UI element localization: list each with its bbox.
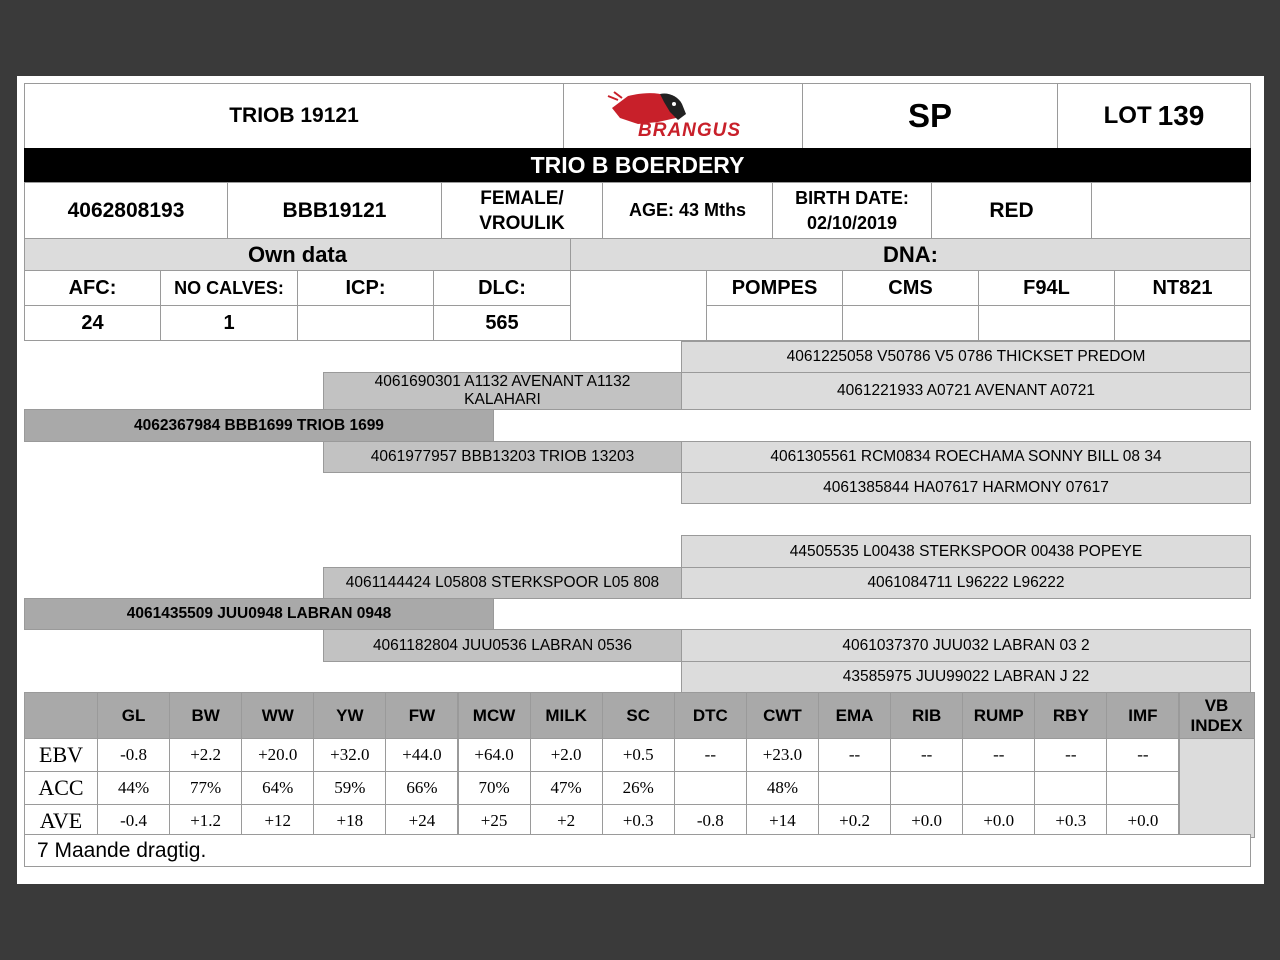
ebv-cell-ave-sc: +0.3 xyxy=(602,804,675,838)
ebv-cell-ebv-sc: +0.5 xyxy=(602,738,675,772)
ebv-cell-ebv-gl: -0.8 xyxy=(97,738,170,772)
sex-line1: FEMALE/ xyxy=(480,187,564,209)
ebv-cell-acc-rib xyxy=(890,771,963,805)
ebv-cell-acc-dtc xyxy=(674,771,747,805)
ebv-corner xyxy=(24,692,98,739)
animal-name: TRIOB 19121 xyxy=(24,83,564,149)
comment: 7 Maande dragtig. xyxy=(24,834,1251,867)
ebv-cell-acc-cwt: 48% xyxy=(746,771,819,805)
ebv-cell-ebv-ema: -- xyxy=(818,738,891,772)
ebv-cell-ebv-mcw: +64.0 xyxy=(458,738,531,772)
pedigree-dam-sire-sire: 44505535 L00438 STERKSPOOR 00438 POPEYE xyxy=(681,535,1251,568)
own-data-title: Own data xyxy=(24,238,571,271)
pedigree-sire-sire-dam: 4061221933 A0721 AVENANT A0721 xyxy=(681,372,1251,410)
ebv-header-yw: YW xyxy=(313,692,386,739)
logo-text: BRANGUS xyxy=(638,120,742,141)
pedigree-dam: 4061435509 JUU0948 LABRAN 0948 xyxy=(24,598,494,630)
id-extra xyxy=(1091,182,1251,239)
ebv-cell-ebv-milk: +2.0 xyxy=(530,738,603,772)
ebv-cell-ave-ww: +12 xyxy=(241,804,314,838)
ebv-cell-ebv-imf: -- xyxy=(1106,738,1179,772)
ebv-cell-acc-ema xyxy=(818,771,891,805)
ebv-cell-ebv-dtc: -- xyxy=(674,738,747,772)
own-value-dlc: 565 xyxy=(433,305,571,341)
ebv-header-imf: IMF xyxy=(1106,692,1179,739)
vb-line2: INDEX xyxy=(1190,715,1243,735)
sex xyxy=(441,182,603,239)
dna-header-pompes: POMPES xyxy=(706,270,843,306)
dna-title: DNA: xyxy=(570,238,1251,271)
colour: RED xyxy=(931,182,1092,239)
grade: SP xyxy=(802,83,1058,149)
ebv-header-rib: RIB xyxy=(890,692,963,739)
ebv-header-bw: BW xyxy=(169,692,242,739)
pedigree-dam-dam-dam: 43585975 JUU99022 LABRAN J 22 xyxy=(681,661,1251,693)
ebv-cell-acc-sc: 26% xyxy=(602,771,675,805)
ebv-cell-acc-mcw: 70% xyxy=(458,771,531,805)
birth-date xyxy=(772,182,932,239)
ebv-cell-acc-bw: 77% xyxy=(169,771,242,805)
dna-header-cms: CMS xyxy=(842,270,979,306)
ebv-cell-ebv-cwt: +23.0 xyxy=(746,738,819,772)
pedigree-sire-dam: 4061977957 BBB13203 TRIOB 13203 xyxy=(323,441,682,473)
brangus-logo xyxy=(563,83,803,149)
lot-label: LOT xyxy=(1103,102,1152,129)
dna-value-nt821 xyxy=(1114,305,1251,341)
ebv-cell-ave-rump: +0.0 xyxy=(962,804,1035,838)
ebv-cell-ebv-fw: +44.0 xyxy=(385,738,458,772)
ebv-table xyxy=(24,692,1251,835)
ebv-cell-ave-rby: +0.3 xyxy=(1034,804,1107,838)
own-value-no-calves: 1 xyxy=(160,305,298,341)
pedigree-dam-dam: 4061182804 JUU0536 LABRAN 0536 xyxy=(323,629,682,662)
breeder-bar: TRIO B BOERDERY xyxy=(24,148,1251,183)
pedigree-sire-sire: 4061690301 A1132 AVENANT A1132 KALAHARI xyxy=(323,372,682,410)
lot-box xyxy=(1057,83,1251,149)
own-header-dlc: DLC: xyxy=(433,270,571,306)
ebv-cell-acc-rump xyxy=(962,771,1035,805)
dna-value-pompes xyxy=(706,305,843,341)
ebv-cell-ave-ema: +0.2 xyxy=(818,804,891,838)
ebv-cell-ebv-bw: +2.2 xyxy=(169,738,242,772)
ebv-header-rump: RUMP xyxy=(962,692,1035,739)
age: AGE: 43 Mths xyxy=(602,182,773,239)
ebv-cell-ave-bw: +1.2 xyxy=(169,804,242,838)
pedigree-sire-dam-sire: 4061305561 RCM0834 ROECHAMA SONNY BILL 08 34 xyxy=(681,441,1251,473)
ebv-cell-ave-mcw: +25 xyxy=(458,804,531,838)
own-value-icp xyxy=(297,305,434,341)
birth-date-value: 02/10/2019 xyxy=(806,212,898,233)
pedigree-sire: 4062367984 BBB1699 TRIOB 1699 xyxy=(24,409,494,442)
own-header-no-calves: NO CALVES: xyxy=(160,270,298,306)
ebv-cell-ebv-rib: -- xyxy=(890,738,963,772)
own-value-afc: 24 xyxy=(24,305,161,341)
dna-header-f94l: F94L xyxy=(978,270,1115,306)
ebv-header-dtc: DTC xyxy=(674,692,747,739)
ebv-row-label-ave: AVE xyxy=(24,804,98,838)
own-header-icp: ICP: xyxy=(297,270,434,306)
dna-value-f94l xyxy=(978,305,1115,341)
ebv-row-label-ebv: EBV xyxy=(24,738,98,772)
ebv-cell-ave-gl: -0.4 xyxy=(97,804,170,838)
ebv-vb-index-value xyxy=(1179,738,1255,838)
ebv-cell-ebv-ww: +20.0 xyxy=(241,738,314,772)
ebv-header-sc: SC xyxy=(602,692,675,739)
vb-line1: VB xyxy=(1204,695,1229,715)
ebv-cell-ebv-yw: +32.0 xyxy=(313,738,386,772)
ebv-row-label-acc: ACC xyxy=(24,771,98,805)
ebv-header-fw: FW xyxy=(385,692,458,739)
ebv-cell-ave-yw: +18 xyxy=(313,804,386,838)
ebv-header-cwt: CWT xyxy=(746,692,819,739)
ebv-cell-ave-cwt: +14 xyxy=(746,804,819,838)
reg-number: 4062808193 xyxy=(24,182,228,239)
dna-blank xyxy=(570,270,707,341)
ebv-cell-acc-gl: 44% xyxy=(97,771,170,805)
own-header-afc: AFC: xyxy=(24,270,161,306)
ebv-header-milk: MILK xyxy=(530,692,603,739)
tattoo: BBB19121 xyxy=(227,182,442,239)
dna-value-cms xyxy=(842,305,979,341)
ebv-cell-acc-imf xyxy=(1106,771,1179,805)
pedigree-sire-sire-sire: 4061225058 V50786 V5 0786 THICKSET PREDOM xyxy=(681,341,1251,373)
ebv-header-ww: WW xyxy=(241,692,314,739)
ebv-cell-acc-rby xyxy=(1034,771,1107,805)
ebv-cell-acc-fw: 66% xyxy=(385,771,458,805)
ebv-cell-ebv-rby: -- xyxy=(1034,738,1107,772)
ebv-cell-ave-fw: +24 xyxy=(385,804,458,838)
ebv-cell-ave-imf: +0.0 xyxy=(1106,804,1179,838)
ebv-cell-ave-rib: +0.0 xyxy=(890,804,963,838)
ebv-cell-acc-milk: 47% xyxy=(530,771,603,805)
ebv-cell-acc-yw: 59% xyxy=(313,771,386,805)
birth-date-label: BIRTH DATE: xyxy=(795,187,909,208)
ebv-header-ema: EMA xyxy=(818,692,891,739)
ebv-header-rby: RBY xyxy=(1034,692,1107,739)
pedigree-dam-dam-sire: 4061037370 JUU032 LABRAN 03 2 xyxy=(681,629,1251,662)
ebv-cell-ave-milk: +2 xyxy=(530,804,603,838)
ebv-header-vb-index xyxy=(1179,692,1255,739)
dna-header-nt821: NT821 xyxy=(1114,270,1251,306)
ebv-cell-ave-dtc: -0.8 xyxy=(674,804,747,838)
pedigree-dam-sire: 4061144424 L05808 STERKSPOOR L05 808 xyxy=(323,567,682,599)
ebv-header-gl: GL xyxy=(97,692,170,739)
pedigree-sire-dam-dam: 4061385844 HA07617 HARMONY 07617 xyxy=(681,472,1251,504)
ebv-header-mcw: MCW xyxy=(458,692,531,739)
sex-line2: VROULIK xyxy=(479,212,565,234)
pedigree-dam-sire-dam: 4061084711 L96222 L96222 xyxy=(681,567,1251,599)
ebv-cell-ebv-rump: -- xyxy=(962,738,1035,772)
lot-number: 139 xyxy=(1157,100,1205,131)
lot-card xyxy=(17,76,1264,884)
ebv-cell-acc-ww: 64% xyxy=(241,771,314,805)
